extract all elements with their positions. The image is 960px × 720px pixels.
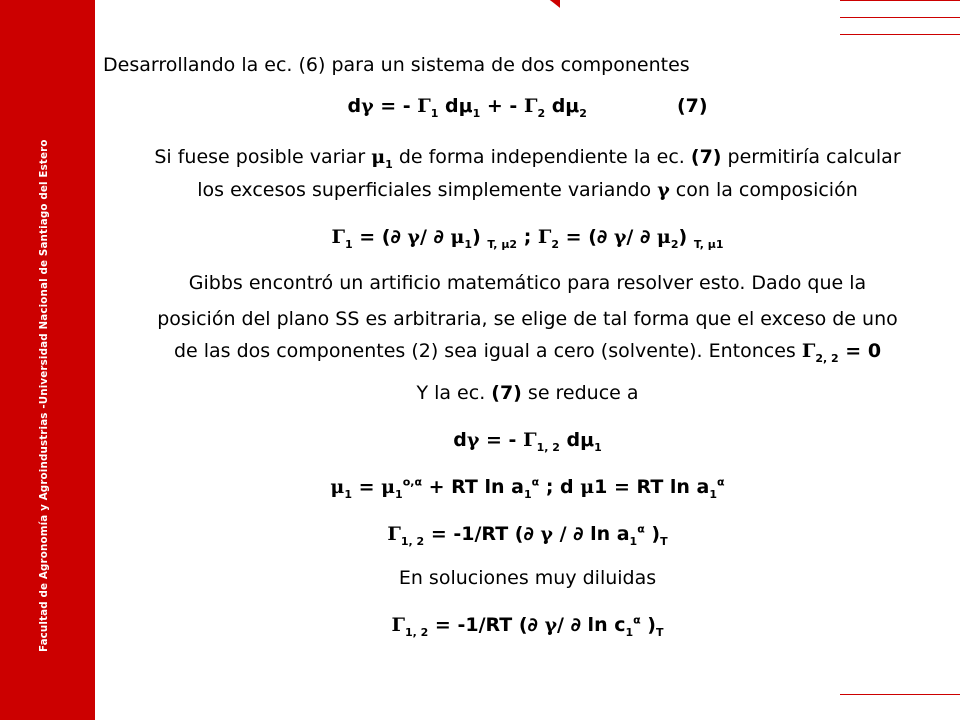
intro-line: Desarrollando la ec. (6) para un sistema de dos componentes xyxy=(103,54,690,76)
paragraph-excess: los excesos superficiales simplemente variando γ con la composición xyxy=(197,179,858,201)
institution-label: Facultad de Agronomía y Agroindustrias -Universidad Nacional de Santiago del Estero xyxy=(38,139,50,652)
equation-gamma12-concentration: $\Gamma_{1, 2} = -1/RT$ (∂ γ/ ∂ $\ln c_1^\alpha$ )$_T$ xyxy=(391,613,664,639)
equation-gamma12-activity: $\Gamma_{1, 2} = -1/RT$ (∂ γ / ∂ $\ln a_1^\alpha$ )$_T$ xyxy=(387,522,668,548)
equation-chemical-potential: $\mu_1 = \mu_1^{o,\alpha}$ + RT $\ln a_1^\alpha$ ; d μ1 = RT $\ln a_1^\alpha$ xyxy=(330,475,725,501)
equation-7: dγ = - $\Gamma_1$ $d\mu_1$ + - $\Gamma_2$ $d\mu_2$ (7) xyxy=(347,95,708,120)
paragraph-vary-mu: Si fuese posible variar $\mu_1$ de forma independiente la ec. (7) permitiría calcular xyxy=(154,146,901,171)
paragraph-reduce: Y la ec. (7) se reduce a xyxy=(416,382,639,404)
paragraph-gibbs-3: de las dos componentes (2) sea igual a cero (solvente). Entonces $\Gamma_{2, 2} = 0$ xyxy=(173,340,882,365)
equation-reduced: dγ = - $\Gamma_{1, 2}$ $d\mu_1$ xyxy=(453,429,602,454)
paragraph-gibbs-1: Gibbs encontró un artificio matemático para resolver esto. Dado que la xyxy=(188,272,867,294)
paragraph-gibbs-2: posición del plano SS es arbitraria, se elige de tal forma que el exceso de uno xyxy=(157,308,898,330)
paragraph-dilute: En soluciones muy diluidas xyxy=(398,567,657,589)
equation-gamma-partials: $\Gamma_1$ = (∂ γ/ ∂ $\mu_1$) $_{T, \mu 2}$ ; $\Gamma_2$ = (∂ γ/ ∂ $\mu_2$) $_{T, \mu 1}$ xyxy=(331,226,724,251)
slide-content xyxy=(95,42,960,684)
equation-7-label: (7) xyxy=(676,95,708,117)
decorative-line-bottom xyxy=(840,694,960,695)
